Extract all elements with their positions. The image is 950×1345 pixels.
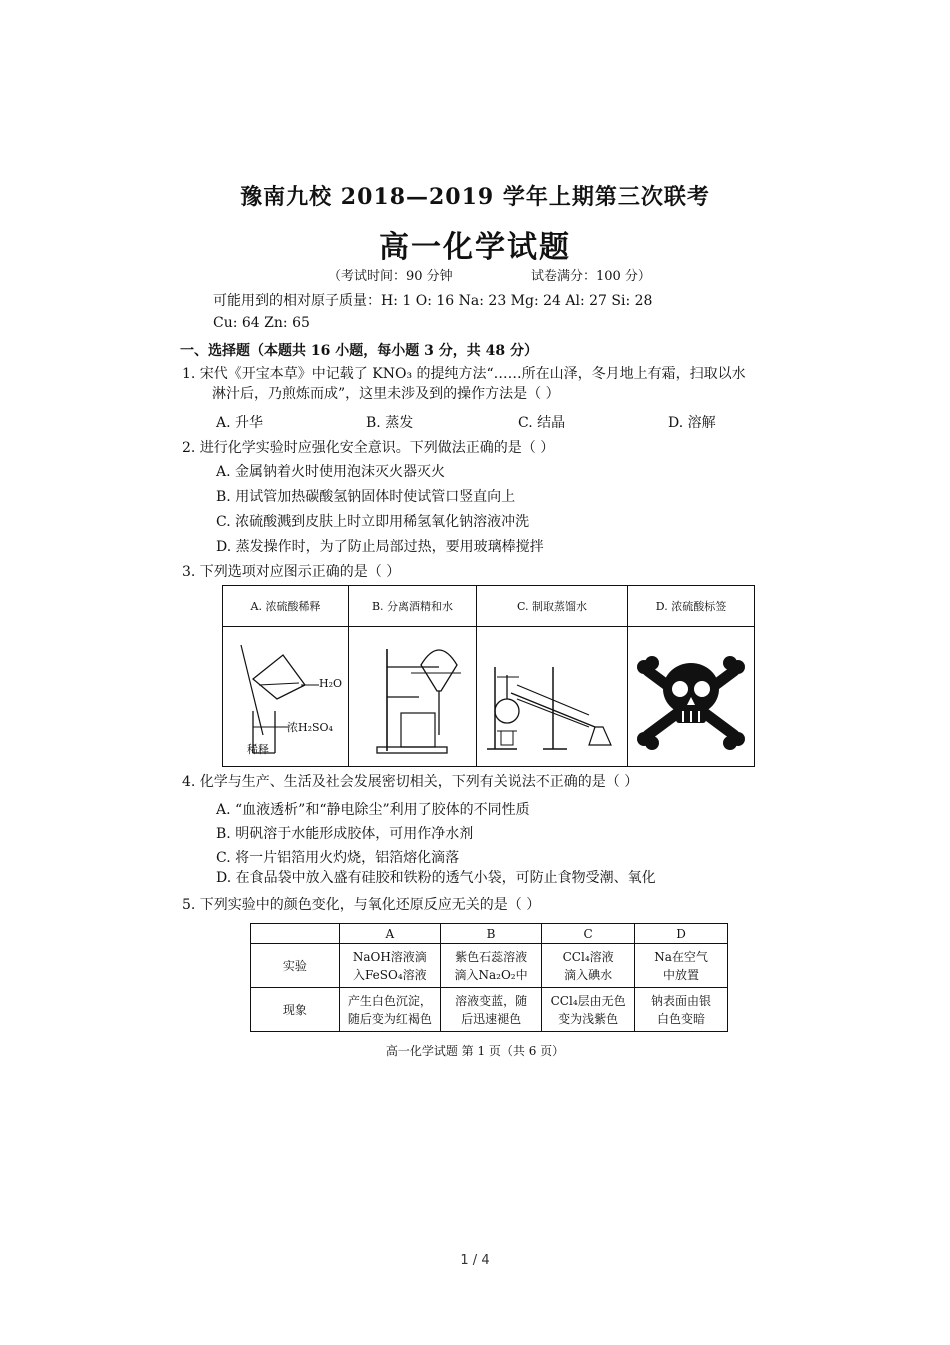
q3-figure-b xyxy=(349,627,477,767)
exam-info xyxy=(328,265,651,284)
q4-option-b: B. 明矾溶于水能形成胶体，可用作净水剂 xyxy=(216,826,474,842)
q1-option-a: A. 升华 xyxy=(216,415,264,431)
q4-stem: 4. 化学与生产、生活及社会发展密切相关，下列有关说法不正确的是（ ） xyxy=(182,774,639,790)
skull-crossbones-icon xyxy=(628,627,754,763)
q1-line1: 1. 宋代《开宝本草》中记载了 KNO₃ 的提纯方法“……所在山泽，冬月地上有霜，扫取以水 xyxy=(182,366,746,382)
atomic-masses-line1: 可能用到的相对原子质量：H: 1 O: 16 Na: 23 Mg: 24 Al: 27 Si: 28 xyxy=(213,293,653,309)
q5-row-experiment: 实验 xyxy=(251,944,340,988)
page-indicator: 1 / 4 xyxy=(460,1253,490,1268)
q5-phen-a: 产生白色沉淀， 随后变为红褐色 xyxy=(339,988,440,1032)
distillation-figure xyxy=(477,627,627,763)
q3-header-b: B. 分离酒精和水 xyxy=(349,586,477,627)
q5-stem: 5. 下列实验中的颜色变化，与氧化还原反应无关的是（ ） xyxy=(182,897,541,913)
q3-header-a: A. 浓硫酸稀释 xyxy=(223,586,349,627)
q1-option-c: C. 结晶 xyxy=(518,415,566,431)
exam-title: 豫南九校 2018—2019 学年上期第三次联考 xyxy=(240,184,710,210)
q4-option-a: A. “血液透析”和“静电除尘”利用了胶体的不同性质 xyxy=(216,802,530,818)
q4-option-d: D. 在食品袋中放入盛有硅胶和铁粉的透气小袋，可防止食物受潮、氧化 xyxy=(216,870,656,886)
q5-exp-b: 紫色石蕊溶液 滴入Na₂O₂中 xyxy=(440,944,541,988)
separating-funnel-figure xyxy=(349,627,476,763)
q5-col-c: C xyxy=(542,924,635,944)
q5-exp-d: Na在空气 中放置 xyxy=(635,944,728,988)
q4-option-c: C. 将一片铝箔用火灼烧，铝箔熔化滴落 xyxy=(216,850,460,866)
page-footer: 高一化学试题 第 1 页（共 6 页） xyxy=(385,1044,565,1058)
subject-title: 高一化学试题 xyxy=(379,230,571,265)
q5-col-b: B xyxy=(440,924,541,944)
q3-figure-a xyxy=(223,627,349,767)
q3-header-c: C. 制取蒸馏水 xyxy=(477,586,628,627)
time-info: （考试时间：90 分钟 xyxy=(328,269,453,284)
q1-option-b: B. 蒸发 xyxy=(366,415,414,431)
q2-option-c: C. 浓硫酸溅到皮肤上时立即用稀氢氧化钠溶液冲洗 xyxy=(216,514,530,530)
q3-figure-table xyxy=(222,585,755,767)
atomic-masses-line2: Cu: 64 Zn: 65 xyxy=(213,315,310,331)
score-info: 试卷满分：100 分） xyxy=(530,269,651,284)
q5-phen-b: 溶液变蓝，随 后迅速褪色 xyxy=(440,988,541,1032)
q5-phen-d: 钠表面由银 白色变暗 xyxy=(635,988,728,1032)
q2-option-b: B. 用试管加热碳酸氢钠固体时使试管口竖直向上 xyxy=(216,489,516,505)
q2-stem: 2. 进行化学实验时应强化安全意识。下列做法正确的是（ ） xyxy=(182,440,555,456)
q3-figure-c xyxy=(477,627,628,767)
q3-header-d: D. 浓硫酸标签 xyxy=(628,586,755,627)
q5-exp-a: NaOH溶液滴 入FeSO₄溶液 xyxy=(339,944,440,988)
q5-table xyxy=(250,923,728,1032)
q5-phen-c: CCl₄层由无色 变为浅紫色 xyxy=(542,988,635,1032)
fig-a-acid-label: 浓H₂SO₄ xyxy=(287,721,333,734)
q3-figure-d xyxy=(628,627,755,767)
q5-col-d: D xyxy=(635,924,728,944)
q1-option-d: D. 溶解 xyxy=(668,415,716,431)
fig-a-dilution-label: 稀释 xyxy=(247,743,269,756)
section-heading: 一、选择题（本题共 16 小题，每小题 3 分，共 48 分） xyxy=(180,343,538,359)
q5-row-phenomenon: 现象 xyxy=(251,988,340,1032)
q5-col-a: A xyxy=(339,924,440,944)
fig-a-water-label: H₂O xyxy=(319,677,343,690)
q1-line2: 淋汁后，乃煎炼而成”，这里未涉及到的操作方法是（ ） xyxy=(212,386,560,402)
dilution-figure xyxy=(223,627,348,763)
q3-stem: 3. 下列选项对应图示正确的是（ ） xyxy=(182,564,401,580)
q2-option-d: D. 蒸发操作时，为了防止局部过热，要用玻璃棒搅拌 xyxy=(216,539,544,555)
q2-option-a: A. 金属钠着火时使用泡沫灭火器灭火 xyxy=(216,464,446,480)
q5-exp-c: CCl₄溶液 滴入碘水 xyxy=(542,944,635,988)
